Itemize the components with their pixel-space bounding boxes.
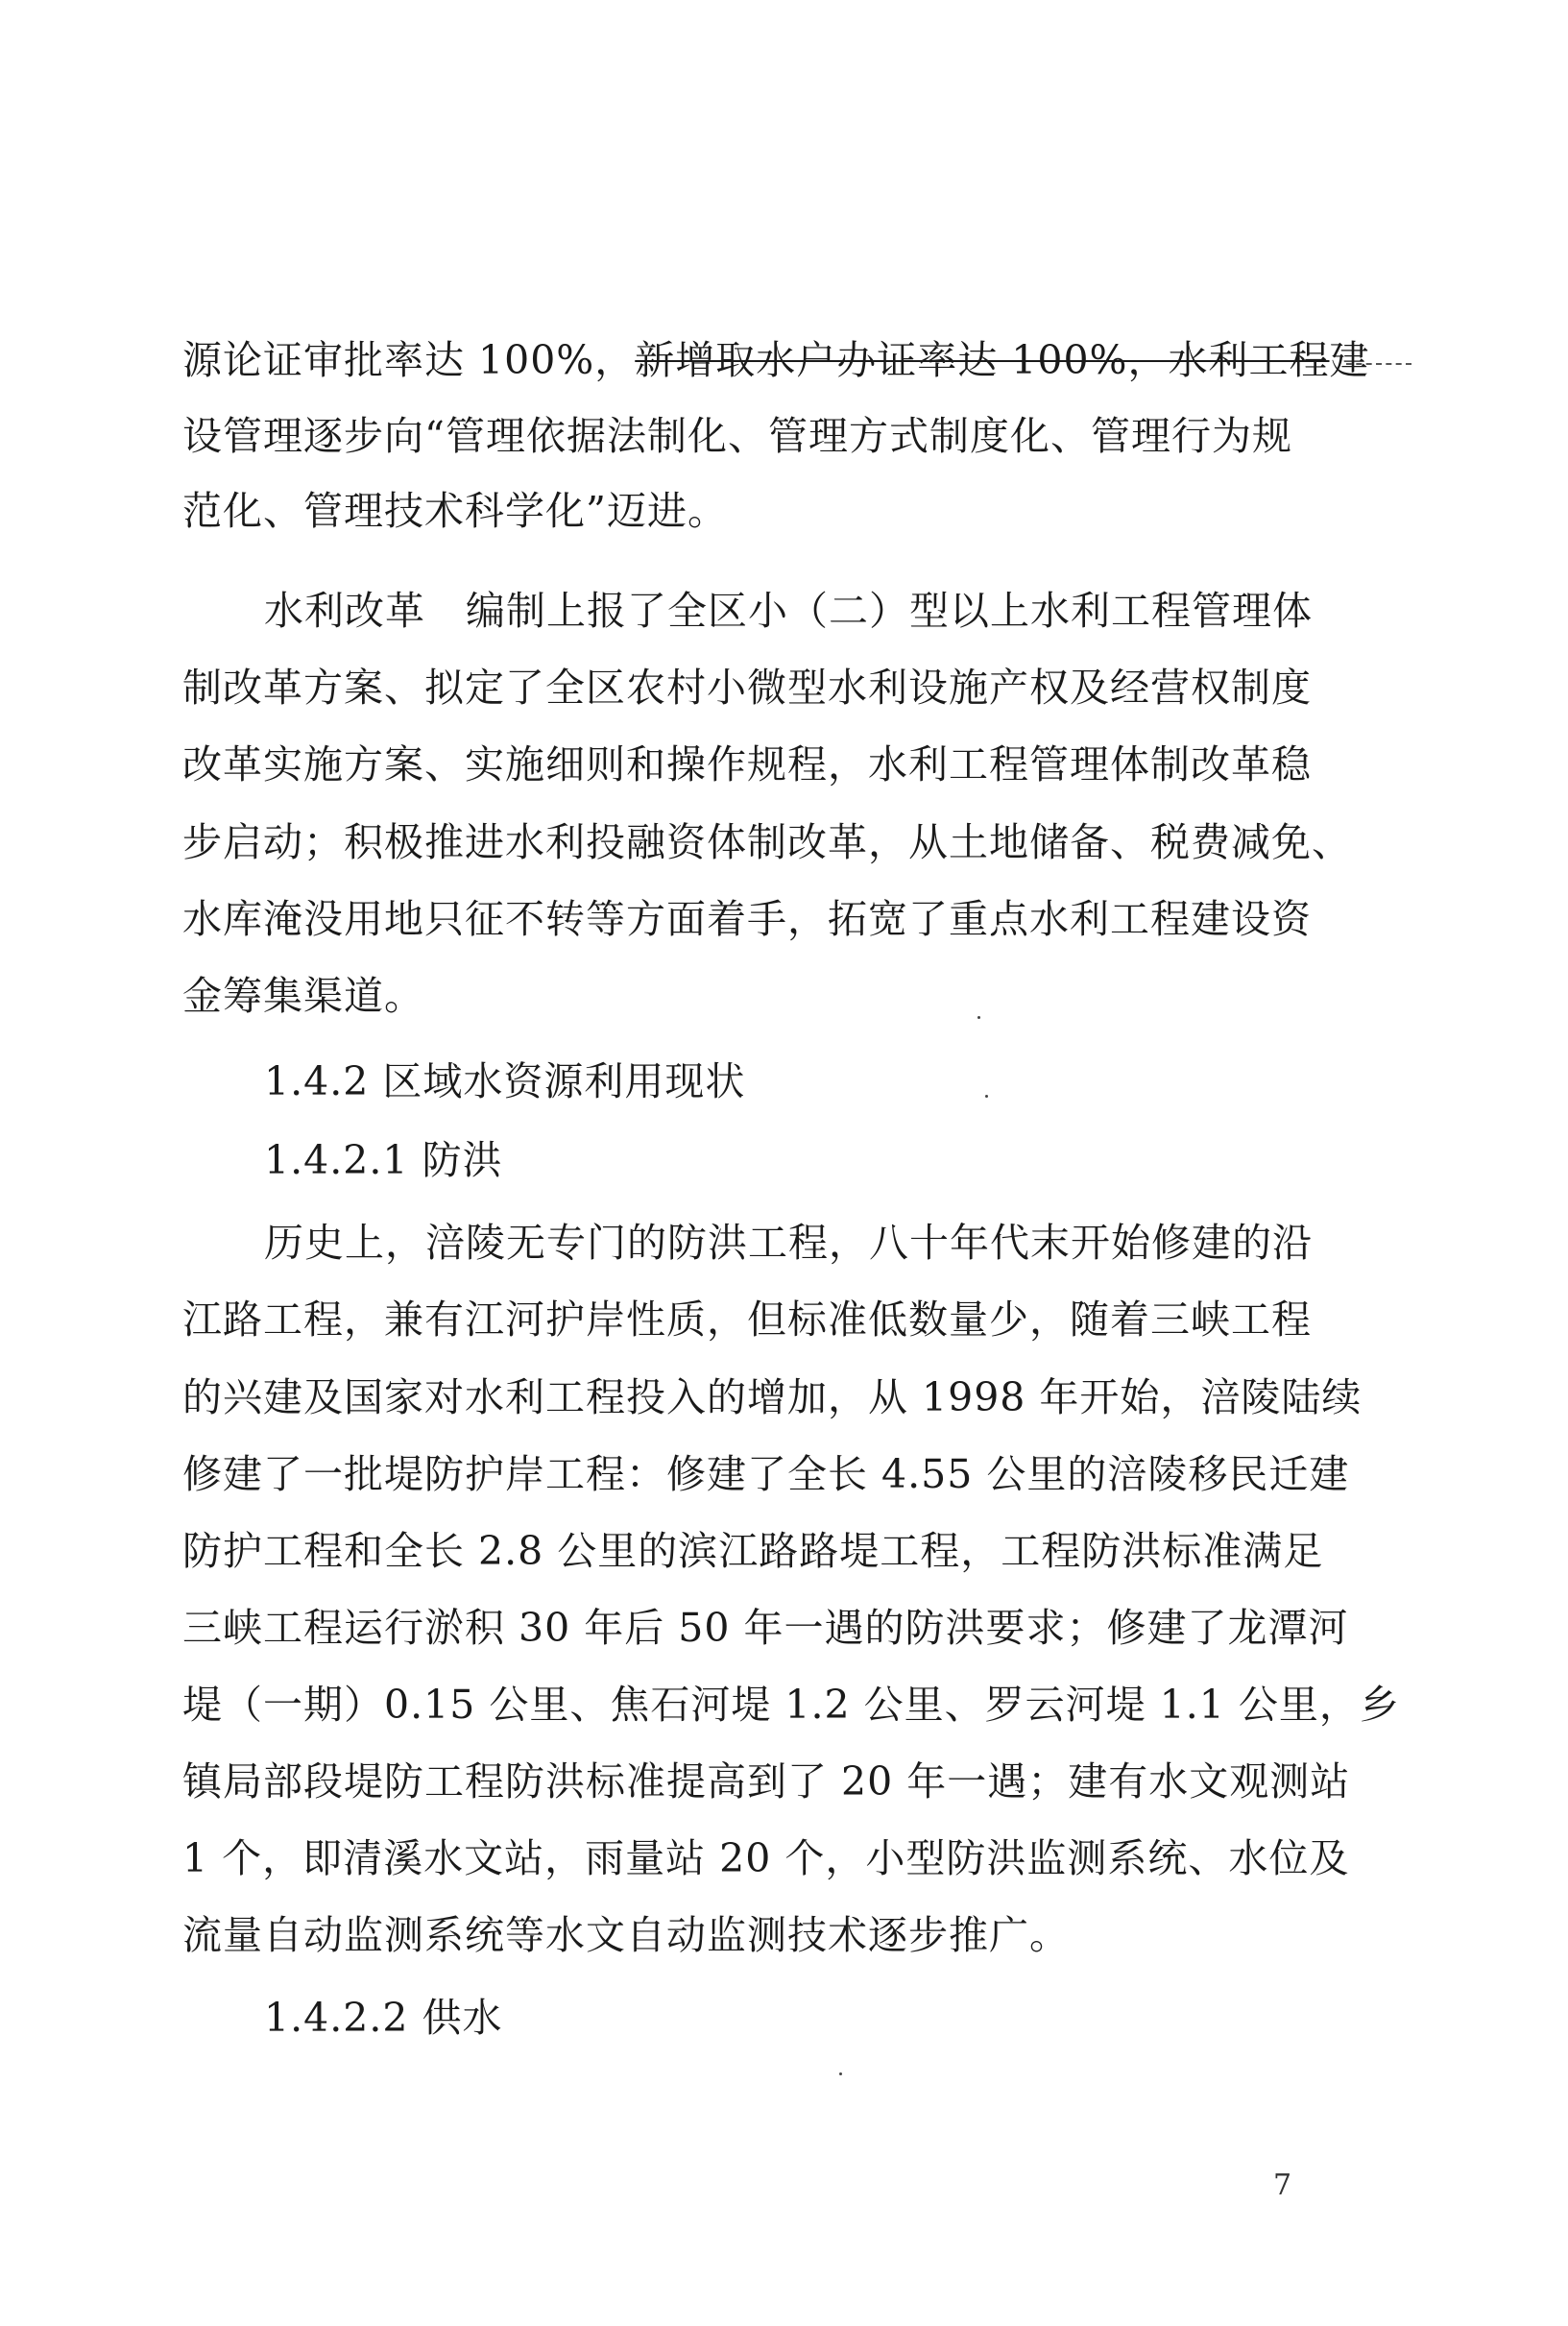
paragraph-water-reform: 水利改革 编制上报了全区小（二）型以上水利工程管理体 <box>264 588 1313 634</box>
text-line-3: 范化、管理技术科学化”迈进。 <box>182 488 728 534</box>
text-line-9: 金筹集渠道。 <box>182 973 424 1019</box>
text-line-20: 1 个，即清溪水文站，雨量站 20 个，小型防洪监测系统、水位及 <box>182 1835 1350 1881</box>
scan-speck <box>985 1095 988 1098</box>
section-heading-1-4-2-1: 1.4.2.1 防洪 <box>264 1137 503 1183</box>
text-line-15: 修建了一批堤防护岸工程：修建了全长 4.55 公里的涪陵移民迁建 <box>182 1451 1350 1497</box>
text-line-14: 的兴建及国家对水利工程投入的增加，从 1998 年开始，涪陵陆续 <box>182 1374 1363 1420</box>
scan-speck <box>839 2072 842 2075</box>
text-line-18: 堤（一期）0.15 公里、焦石河堤 1.2 公里、罗云河堤 1.1 公里，乡 <box>182 1682 1400 1728</box>
paragraph-flood-control: 历史上，涪陵无专门的防洪工程，八十年代末开始修建的沿 <box>264 1220 1313 1266</box>
page-number: 7 <box>1273 2169 1292 2202</box>
section-heading-1-4-2-2: 1.4.2.2 供水 <box>264 1995 503 2041</box>
text-line-19: 镇局部段堤防工程防洪标准提高到了 20 年一遇；建有水文观测站 <box>182 1758 1351 1805</box>
scan-speck <box>977 1016 980 1019</box>
text-line-13: 江路工程，兼有江河护岸性质，但标准低数量少，随着三峡工程 <box>182 1296 1312 1343</box>
text-line-6: 改革实施方案、实施细则和操作规程，水利工程管理体制改革稳 <box>182 741 1312 787</box>
text-line-2: 设管理逐步向“管理依据法制化、管理方式制度化、管理行为规 <box>182 413 1292 459</box>
text-line-1-end: 建 <box>1329 337 1370 383</box>
text-line-17: 三峡工程运行淤积 30 年后 50 年一遇的防洪要求；修建了龙潭河 <box>182 1605 1349 1651</box>
text-line-8: 水库淹没用地只征不转等方面着手，拓宽了重点水利工程建设资 <box>182 896 1312 942</box>
text-line-5: 制改革方案、拟定了全区农村小微型水利设施产权及经营权制度 <box>182 665 1312 711</box>
text-line-1 <box>182 331 1392 389</box>
text-line-21: 流量自动监测系统等水文自动监测技术逐步推广。 <box>182 1912 1070 1958</box>
strikethrough-text: 新增取水户办证率达 100%，水利工程 <box>635 337 1330 383</box>
text-line-16: 防护工程和全长 2.8 公里的滨江路路堤工程，工程防洪标准满足 <box>182 1528 1324 1574</box>
text-line-1-start: 源论证审批率达 100%， <box>182 337 636 383</box>
section-heading-1-4-2: 1.4.2 区域水资源利用现状 <box>264 1058 746 1104</box>
dashed-mark <box>1346 363 1411 365</box>
text-line-7: 步启动；积极推进水利投融资体制改革，从土地储备、税费减免、 <box>182 819 1352 865</box>
